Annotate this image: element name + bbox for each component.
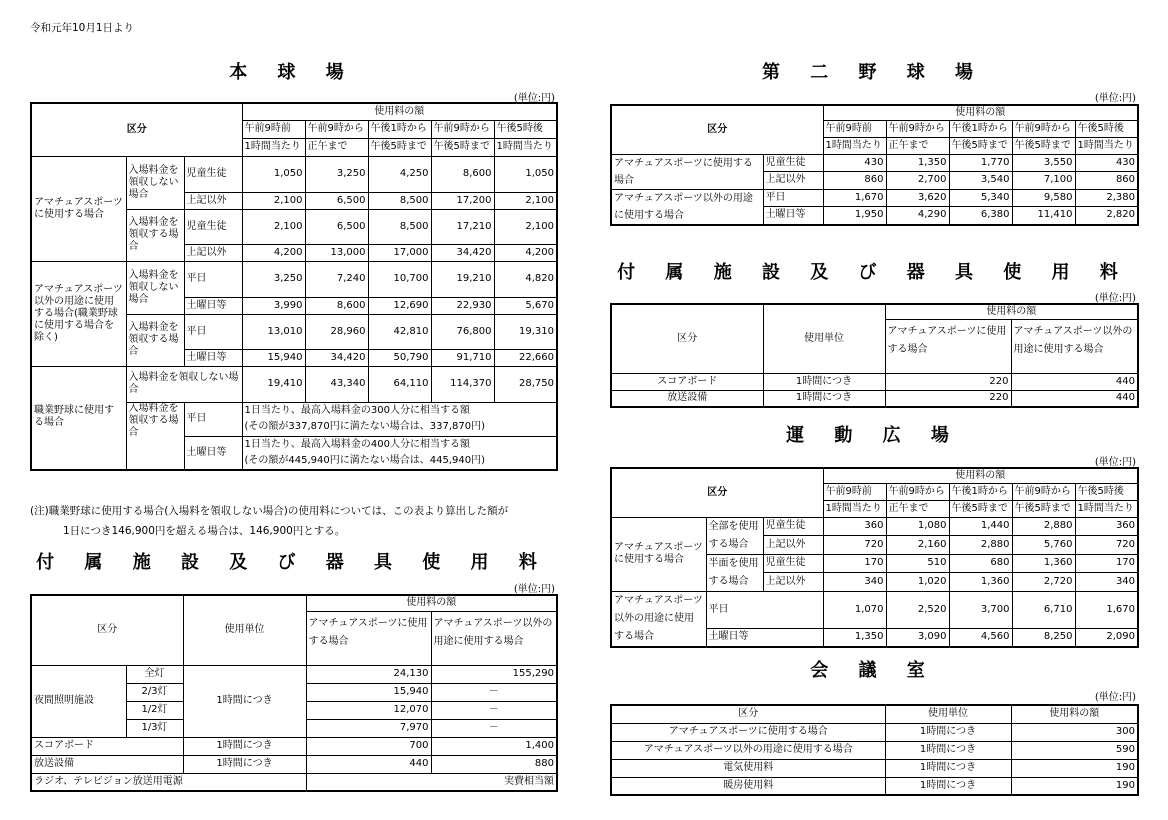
meeting-room-table [610,704,1139,796]
usage-unit: 1時間につき [763,390,885,407]
fee-cell: 11,410 [1012,207,1075,225]
usage-unit: 1時間につき [885,723,1011,741]
fee-cell: 860 [1075,172,1138,190]
room-use-label: アマチュアスポーツに使用する場合 [611,723,885,741]
kubun-header: 区分 [31,595,183,665]
col-header: 1時間当たり [823,500,886,517]
amateur-label: アマチュアスポーツに使用する場合 [611,154,763,189]
pro-weekend-fee [242,436,557,470]
col-amateur: アマチュアスポーツに使用する場合 [306,611,431,665]
fee-cell: 2,100 [494,192,557,209]
fee-cell: 4,290 [886,207,949,225]
pro-no-fee-label: 入場料金を領収しない場合 [126,366,242,402]
sports-ground-title: 運 動 広 場 [786,425,961,446]
facilities-left-table [30,594,558,792]
fee-cell: 1,950 [823,207,886,225]
weekend-label: 土曜日等 [184,349,242,366]
fee-cell: 50,790 [368,349,431,366]
other-label: 上記以外 [763,536,823,555]
fee-cell: 3,540 [949,172,1012,190]
child-label: 児童生徒 [184,156,242,192]
fee-cell: 28,750 [494,366,557,402]
fee-cell: 3,090 [886,628,949,647]
col-non-amateur: アマチュアスポーツ以外の用途に使用する場合 [1011,319,1138,373]
fee-collected: 入場料金を領収する場合 [126,209,184,261]
pro-weekend-line2: (その額が445,940円に満たない場合は、445,940円) [244,454,486,466]
col-header: 午後1時から [949,483,1012,500]
fee-cell: 590 [1011,741,1138,759]
fee-cell: 2,090 [1075,628,1138,647]
fee-cell: 76,800 [431,314,494,349]
fee-cell: 170 [823,554,886,573]
non-amateur-label: アマチュアスポーツ以外の用途に使用する場合 [611,591,706,647]
fee-cell: 3,550 [1012,154,1075,172]
other-label: 上記以外 [763,573,823,592]
facilities-left-title: 付 属 施 設 及 び 器 具 使 用 料 [36,552,549,573]
col-header: 正午まで [305,138,368,156]
pro-weekday-line1: 1日当たり、最高入場料金の300人分に相当する額 [244,405,470,416]
fee-cell: 13,010 [242,314,305,349]
fee-cell: 1,360 [1012,554,1075,573]
fee-cell: 15,940 [242,349,305,366]
usage-unit-header: 使用単位 [183,595,306,665]
weekend-label: 土曜日等 [184,436,242,470]
col-header: 午後5時後 [1075,120,1138,137]
unit-label: (単位:円) [1094,293,1136,304]
fee-cell: 2,700 [886,172,949,190]
fee-cell: 700 [306,737,431,755]
fee-cell: 430 [823,154,886,172]
scoreboard-label: スコアボード [31,737,183,755]
other-label: 上記以外 [184,244,242,261]
fee-cell: 1,350 [886,154,949,172]
col-header: 1時間当たり [1075,137,1138,154]
fee-cell: 114,370 [431,366,494,402]
sports-ground-table [610,467,1139,648]
usage-unit: 1時間につき [885,777,1011,795]
fee-cell: 170 [1075,554,1138,573]
unit-label: (単位:円) [1094,692,1136,703]
fee-cell: 7,240 [305,261,368,297]
unit-label: (単位:円) [513,584,555,595]
fee-cell: 4,200 [494,244,557,261]
col-header: 午後5時後 [1075,483,1138,500]
pro-collect-label: 入場料金を領収する場合 [126,402,184,470]
col-amateur: アマチュアスポーツに使用する場合 [885,319,1011,373]
fee-cell: 7,100 [1012,172,1075,190]
fee-cell: 19,310 [494,314,557,349]
fee-header: 使用料の額 [1011,705,1138,723]
fee-cell: 3,250 [305,156,368,192]
note-line1: (注)職業野球に使用する場合(入場料を領収しない場合)の使用料については、この表より算出した額が [30,505,509,517]
col-header: 午後5時まで [1012,500,1075,517]
col-header: 午後5時まで [368,138,431,156]
fee-cell: 2,520 [886,591,949,628]
col-header: 午後1時から [368,120,431,138]
col-header: 午後5時まで [1012,137,1075,154]
amateur-label: アマチュアスポーツに使用する場合 [31,156,126,261]
col-header: 午前9時から [1012,483,1075,500]
col-header: 午前9時から [431,120,494,138]
other-label: 上記以外 [184,192,242,209]
half-use-label: 半面を使用する場合 [706,554,763,591]
fee-cell: 4,560 [949,628,1012,647]
non-amateur-label: アマチュアスポーツ以外の用途に使用する場合(職業野球に使用する場合を除く) [31,261,126,366]
radio-power-label: ラジオ、テレビジョン放送用電源 [31,773,306,791]
other-label: 上記以外 [763,172,823,190]
broadcast-label: 放送設備 [31,755,183,773]
usage-unit: 1時間につき [885,741,1011,759]
fee-cell: 13,000 [305,244,368,261]
fee-cell: 28,960 [305,314,368,349]
fee-cell: 1,400 [431,737,557,755]
weekend-label: 土曜日等 [184,297,242,314]
fee-cell: 880 [431,755,557,773]
fee-header: 使用料の額 [823,468,1138,483]
col-header: 午後1時から [949,120,1012,137]
fee-cell: 3,250 [242,261,305,297]
light-level: 1/2灯 [126,701,183,719]
meeting-room-title: 会 議 室 [810,660,937,681]
fee-cell: 360 [1075,517,1138,536]
col-header: 1時間当たり [494,138,557,156]
child-label: 児童生徒 [184,209,242,244]
fee-cell: 12,070 [306,701,431,719]
col-header: 午後5時後 [494,120,557,138]
room-use-label: アマチュアスポーツ以外の用途に使用する場合 [611,741,885,759]
fee-cell: 42,810 [368,314,431,349]
light-level: 全灯 [126,665,183,683]
broadcast-label: 放送設備 [611,390,763,407]
weekday-label: 平日 [706,591,823,628]
fee-cell: 340 [823,573,886,592]
fee-cell: 2,880 [949,536,1012,555]
weekend-label: 土曜日等 [706,628,823,647]
child-label: 児童生徒 [763,517,823,536]
fee-cell: 8,500 [368,192,431,209]
fee-cell: 190 [1011,759,1138,777]
fee-cell: 34,420 [431,244,494,261]
fee-cell: 8,250 [1012,628,1075,647]
kubun-header: 区分 [611,304,763,373]
fee-header: 使用料の額 [242,103,557,120]
fee-cell: 220 [885,373,1011,390]
scoreboard-label: スコアボード [611,373,763,390]
fee-cell: － [431,701,557,719]
fee-cell: 6,500 [305,209,368,244]
usage-unit: 1時間につき [183,665,306,737]
fee-cell: 5,760 [1012,536,1075,555]
col-header: 午前9時から [305,120,368,138]
weekday-label: 平日 [184,402,242,436]
kubun-header: 区分 [611,105,823,154]
fee-cell: 720 [823,536,886,555]
usage-unit-header: 使用単位 [885,705,1011,723]
note-line2: 1日につき146,900円を超える場合は、146,900円とする。 [63,525,346,537]
room-use-label: 電気使用料 [611,759,885,777]
col-non-amateur: アマチュアスポーツ以外の用途に使用する場合 [431,611,557,665]
fee-cell: 19,410 [242,366,305,402]
col-header: 午前9時前 [823,120,886,137]
fee-cell: 10,700 [368,261,431,297]
kubun-header: 区分 [611,705,885,723]
amateur-label: アマチュアスポーツに使用する場合 [611,517,706,591]
facilities-right-title: 付 属 施 設 及 び 器 具 使 用 料 [617,262,1130,283]
fee-cell: 17,000 [368,244,431,261]
fee-cell: 6,380 [949,207,1012,225]
fee-cell: 2,100 [242,192,305,209]
light-level: 1/3灯 [126,719,183,737]
non-amateur-label: アマチュアスポーツ以外の用途に使用する場合 [611,189,763,225]
fee-cell: － [431,719,557,737]
fee-cell: 1,360 [949,573,1012,592]
main-stadium-table [30,102,558,471]
fee-cell: 64,110 [368,366,431,402]
fee-cell: 2,100 [494,209,557,244]
fee-not-collected: 入場料金を領収しない場合 [126,156,184,209]
fee-cell: 1,670 [1075,591,1138,628]
col-header: 午後5時まで [949,500,1012,517]
fee-cell: 1,440 [949,517,1012,536]
fee-cell: 1,020 [886,573,949,592]
fee-cell: 7,970 [306,719,431,737]
pro-weekend-line1: 1日当たり、最高入場料金の400人分に相当する額 [244,438,470,450]
usage-unit: 1時間につき [763,373,885,390]
fee-cell: 9,580 [1012,189,1075,207]
weekend-label: 土曜日等 [763,207,823,225]
fee-cell: 440 [1011,373,1138,390]
facilities-right-table [610,303,1139,408]
light-level: 2/3灯 [126,683,183,701]
fee-cell: 12,690 [368,297,431,314]
fee-cell: 2,100 [242,209,305,244]
kubun-header: 区分 [31,103,242,156]
fee-cell: 1,670 [823,189,886,207]
fee-cell: 300 [1011,723,1138,741]
col-header: 午後5時まで [431,138,494,156]
unit-label: (単位:円) [513,93,555,104]
fee-cell: 3,990 [242,297,305,314]
col-header: 午前9時から [886,483,949,500]
usage-unit: 1時間につき [183,755,306,773]
usage-unit-header: 使用単位 [763,304,885,373]
night-lighting-label: 夜間照明施設 [31,665,126,737]
fee-cell: 5,340 [949,189,1012,207]
fee-cell: 4,820 [494,261,557,297]
fee-not-collected: 入場料金を領収しない場合 [126,261,184,314]
fee-cell: 1,080 [886,517,949,536]
fee-cell: 3,620 [886,189,949,207]
full-use-label: 全部を使用する場合 [706,517,763,554]
fee-cell: 19,210 [431,261,494,297]
fee-cell: 720 [1075,536,1138,555]
fee-cell: 4,200 [242,244,305,261]
fee-cell: 22,930 [431,297,494,314]
fee-cell: 17,210 [431,209,494,244]
kubun-header: 区分 [611,468,823,517]
pro-weekday-fee [242,402,557,436]
fee-cell: 340 [1075,573,1138,592]
col-header: 午前9時から [886,120,949,137]
pro-baseball-label: 職業野球に使用する場合 [31,366,126,470]
main-stadium-title: 本 球 場 [229,62,356,83]
col-header: 正午まで [886,500,949,517]
fee-cell: 24,130 [306,665,431,683]
col-header: 1時間当たり [242,138,305,156]
fee-cell: 2,720 [1012,573,1075,592]
col-header: 午前9時から [1012,120,1075,137]
fee-cell: 3,700 [949,591,1012,628]
unit-label: (単位:円) [1094,93,1136,104]
col-header: 午前9時前 [242,120,305,138]
usage-unit: 1時間につき [183,737,306,755]
fee-cell: 1,350 [823,628,886,647]
fee-cell: 8,600 [431,156,494,192]
fee-cell: 8,500 [368,209,431,244]
usage-unit: 1時間につき [885,759,1011,777]
fee-cell: 510 [886,554,949,573]
fee-cell: 860 [823,172,886,190]
fee-cell: 17,200 [431,192,494,209]
fee-cell: 5,670 [494,297,557,314]
fee-cell: 360 [823,517,886,536]
fee-header: 使用料の額 [885,304,1138,319]
weekday-label: 平日 [763,189,823,207]
fee-cell: 実費相当額 [306,773,557,791]
col-header: 正午まで [886,137,949,154]
second-field-title: 第 二 野 球 場 [761,62,986,83]
fee-cell: 4,250 [368,156,431,192]
fee-cell: 43,340 [305,366,368,402]
fee-cell: 8,600 [305,297,368,314]
col-header: 午前9時前 [823,483,886,500]
fee-cell: 440 [306,755,431,773]
room-use-label: 暖房使用料 [611,777,885,795]
effective-date: 令和元年10月1日より [30,22,135,34]
fee-cell: 1,050 [494,156,557,192]
child-label: 児童生徒 [763,154,823,172]
fee-cell: 1,770 [949,154,1012,172]
pro-weekday-line2: (その額が337,870円に満たない場合は、337,870円) [244,421,486,432]
child-label: 児童生徒 [763,554,823,573]
fee-cell: 6,500 [305,192,368,209]
fee-cell: 91,710 [431,349,494,366]
fee-header: 使用料の額 [823,105,1138,120]
fee-cell: 2,820 [1075,207,1138,225]
fee-cell: 22,660 [494,349,557,366]
col-header: 午後5時まで [949,137,1012,154]
fee-cell: 6,710 [1012,591,1075,628]
fee-cell: 15,940 [306,683,431,701]
weekday-label: 平日 [184,261,242,297]
fee-cell: 430 [1075,154,1138,172]
col-header: 1時間当たり [1075,500,1138,517]
fee-cell: 680 [949,554,1012,573]
second-field-table [610,104,1139,226]
unit-label: (単位:円) [1094,457,1136,468]
fee-collected: 入場料金を領収する場合 [126,314,184,366]
fee-cell: 1,050 [242,156,305,192]
fee-cell: 190 [1011,777,1138,795]
fee-cell: 1,070 [823,591,886,628]
col-header: 1時間当たり [823,137,886,154]
fee-cell: － [431,683,557,701]
weekday-label: 平日 [184,314,242,349]
fee-cell: 2,880 [1012,517,1075,536]
fee-cell: 2,380 [1075,189,1138,207]
fee-cell: 220 [885,390,1011,407]
fee-cell: 2,160 [886,536,949,555]
fee-header: 使用料の額 [306,595,557,611]
fee-cell: 34,420 [305,349,368,366]
fee-cell: 440 [1011,390,1138,407]
fee-cell: 155,290 [431,665,557,683]
